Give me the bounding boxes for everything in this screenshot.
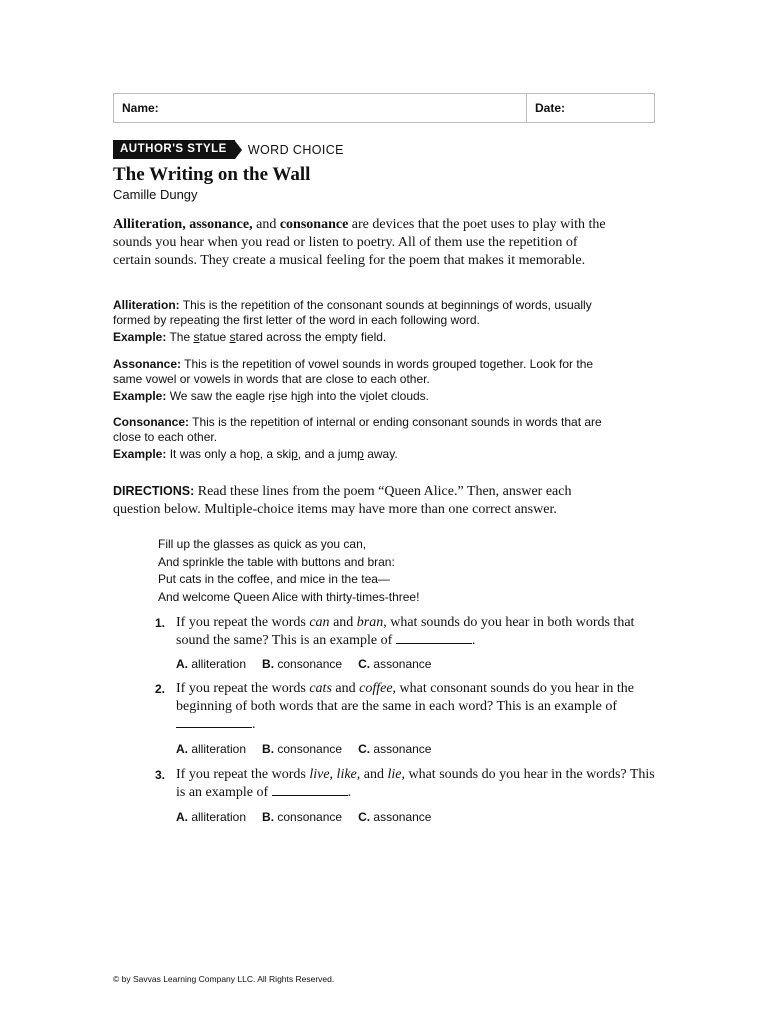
example-underline: i bbox=[297, 389, 301, 403]
example-consonance bbox=[113, 447, 613, 462]
example-text: , a ski bbox=[259, 447, 292, 461]
question-part: and bbox=[331, 681, 360, 696]
option-text: assonance bbox=[370, 657, 432, 671]
copyright-footer: © by Savvas Learning Company LLC. All Rights Reserved. bbox=[113, 974, 335, 984]
option-b[interactable] bbox=[262, 810, 342, 824]
example-assonance bbox=[113, 389, 613, 404]
example-text: It was only a ho bbox=[166, 447, 254, 461]
word-choice-label: WORD CHOICE bbox=[247, 142, 344, 157]
question-word: cats bbox=[309, 681, 332, 696]
question-text bbox=[176, 614, 656, 650]
desc-alliteration: This is the repetition of the consonant sounds at beginnings of words, usually formed by repeating the first letter of the word in each following word. bbox=[113, 298, 592, 327]
option-letter: C. bbox=[358, 657, 371, 671]
option-letter: B. bbox=[262, 657, 275, 671]
option-text: alliteration bbox=[188, 810, 247, 824]
question-part: . bbox=[252, 717, 256, 732]
question-part: . bbox=[471, 633, 476, 648]
date-label: Date: bbox=[535, 101, 566, 115]
intro-terms-2: consonance bbox=[279, 217, 349, 232]
question-part: and bbox=[360, 767, 388, 782]
directions-paragraph bbox=[113, 482, 613, 519]
option-letter: A. bbox=[176, 810, 188, 824]
question-part: and bbox=[329, 615, 357, 630]
example-text: , and a jum bbox=[297, 447, 358, 461]
question-word: live, like, bbox=[309, 767, 361, 782]
example-text: away. bbox=[363, 447, 398, 461]
option-b[interactable] bbox=[262, 742, 342, 756]
authors-style-label: AUTHOR'S STYLE bbox=[113, 140, 235, 159]
poem-line: And sprinkle the table with buttons and bran: bbox=[158, 554, 395, 569]
question-word: coffee bbox=[359, 681, 393, 696]
example-underline: s bbox=[193, 330, 200, 344]
option-text: alliteration bbox=[188, 657, 247, 671]
intro-text-1: and bbox=[252, 217, 280, 232]
option-letter: B. bbox=[262, 742, 275, 756]
question-part: , what sounds do you hear in both words that sound the same? This is an example of bbox=[176, 615, 635, 648]
example-underline: p bbox=[357, 447, 364, 461]
example-text: olet clouds. bbox=[368, 389, 429, 403]
option-a[interactable] bbox=[176, 657, 246, 671]
example-text: se h bbox=[274, 389, 298, 403]
term-consonance: Consonance: bbox=[113, 415, 190, 429]
page-title: The Writing on the Wall bbox=[113, 164, 311, 185]
date-field[interactable] bbox=[527, 94, 565, 122]
poem-line: Fill up the glasses as quick as you can, bbox=[158, 537, 367, 551]
option-letter: A. bbox=[176, 742, 188, 756]
question-number: 1. bbox=[155, 616, 166, 630]
question-word: lie, bbox=[387, 767, 405, 782]
answer-blank[interactable] bbox=[396, 632, 472, 644]
poem-line: And welcome Queen Alice with thirty-times-three! bbox=[158, 589, 420, 604]
option-text: consonance bbox=[274, 657, 343, 671]
question-part: , what consonant sounds do you hear in the beginning of both words that are the same in each word? This is an example of bbox=[176, 681, 635, 714]
example-underline: p bbox=[253, 447, 260, 461]
question-part: . bbox=[347, 785, 352, 800]
example-label: Example: bbox=[113, 330, 167, 344]
intro-text-2: are devices that the poet uses to play with the sounds you hear when you read or listen to poetry. All of them use the repetition of certain sounds. They create a musical feeling for the poem that makes it memorable. bbox=[113, 217, 606, 268]
tag-arrow-icon bbox=[235, 141, 242, 159]
poem-line: Put cats in the coffee, and mice in the tea— bbox=[158, 572, 390, 586]
definition-assonance bbox=[113, 357, 613, 404]
directions-text: Read these lines from the poem “Queen Alice.” Then, answer each question below. Multiple-choice items may have more than one correct answer. bbox=[113, 484, 572, 517]
question-part: If you repeat the words bbox=[176, 615, 310, 630]
answer-options bbox=[176, 657, 431, 671]
definition-alliteration bbox=[113, 298, 613, 345]
section-tag bbox=[113, 140, 344, 159]
answer-blank[interactable] bbox=[176, 716, 252, 728]
poem-excerpt bbox=[158, 536, 419, 606]
option-a[interactable] bbox=[176, 742, 246, 756]
question-text bbox=[176, 680, 656, 734]
option-text: assonance bbox=[370, 742, 432, 756]
term-alliteration: Alliteration: bbox=[113, 298, 180, 312]
name-date-box bbox=[113, 93, 655, 123]
example-underline: i bbox=[272, 389, 275, 403]
directions-label: DIRECTIONS: bbox=[113, 484, 195, 498]
desc-assonance: This is the repetition of vowel sounds in words grouped together. Look for the same vowel or vowels in words that are close to each other. bbox=[113, 357, 594, 386]
option-text: consonance bbox=[274, 742, 343, 756]
option-letter: C. bbox=[358, 742, 371, 756]
option-a[interactable] bbox=[176, 810, 246, 824]
question-number: 3. bbox=[155, 768, 166, 782]
question-number: 2. bbox=[155, 682, 166, 696]
option-text: alliteration bbox=[188, 742, 247, 756]
example-text: The bbox=[166, 330, 194, 344]
option-text: assonance bbox=[370, 810, 432, 824]
author-name: Camille Dungy bbox=[113, 187, 198, 202]
example-underline: s bbox=[229, 330, 236, 344]
question-text bbox=[176, 766, 656, 802]
option-letter: C. bbox=[358, 810, 371, 824]
option-text: consonance bbox=[274, 810, 343, 824]
answer-options bbox=[176, 810, 431, 824]
question-word: bran bbox=[356, 615, 384, 630]
definition-consonance bbox=[113, 415, 613, 462]
option-c[interactable] bbox=[358, 657, 431, 671]
intro-terms-1: Alliteration, assonance, bbox=[113, 217, 253, 232]
example-underline: i bbox=[365, 389, 369, 403]
option-c[interactable] bbox=[358, 742, 431, 756]
question-part: If you repeat the words bbox=[176, 767, 310, 782]
example-text: We saw the eagle r bbox=[166, 389, 273, 403]
option-b[interactable] bbox=[262, 657, 342, 671]
example-text: tared across the empty field. bbox=[235, 330, 387, 344]
name-field[interactable] bbox=[114, 94, 527, 122]
question-word: can bbox=[309, 615, 330, 630]
desc-consonance: This is the repetition of internal or ending consonant sounds in words that are close to each other. bbox=[113, 415, 602, 444]
question-part: what sounds do you hear in the words? This is an example of bbox=[176, 767, 655, 800]
question-part: If you repeat the words bbox=[176, 681, 310, 696]
option-letter: B. bbox=[262, 810, 275, 824]
option-c[interactable] bbox=[358, 810, 431, 824]
answer-blank[interactable] bbox=[272, 784, 348, 796]
example-text: tatue bbox=[199, 330, 230, 344]
intro-paragraph bbox=[113, 216, 613, 270]
answer-options bbox=[176, 742, 431, 756]
example-label: Example: bbox=[113, 389, 167, 403]
example-alliteration bbox=[113, 330, 613, 345]
example-label: Example: bbox=[113, 447, 167, 461]
example-text: gh into the v bbox=[300, 389, 366, 403]
term-assonance: Assonance: bbox=[113, 357, 182, 371]
example-underline: p bbox=[291, 447, 298, 461]
option-letter: A. bbox=[176, 657, 188, 671]
name-label: Name: bbox=[122, 101, 159, 115]
